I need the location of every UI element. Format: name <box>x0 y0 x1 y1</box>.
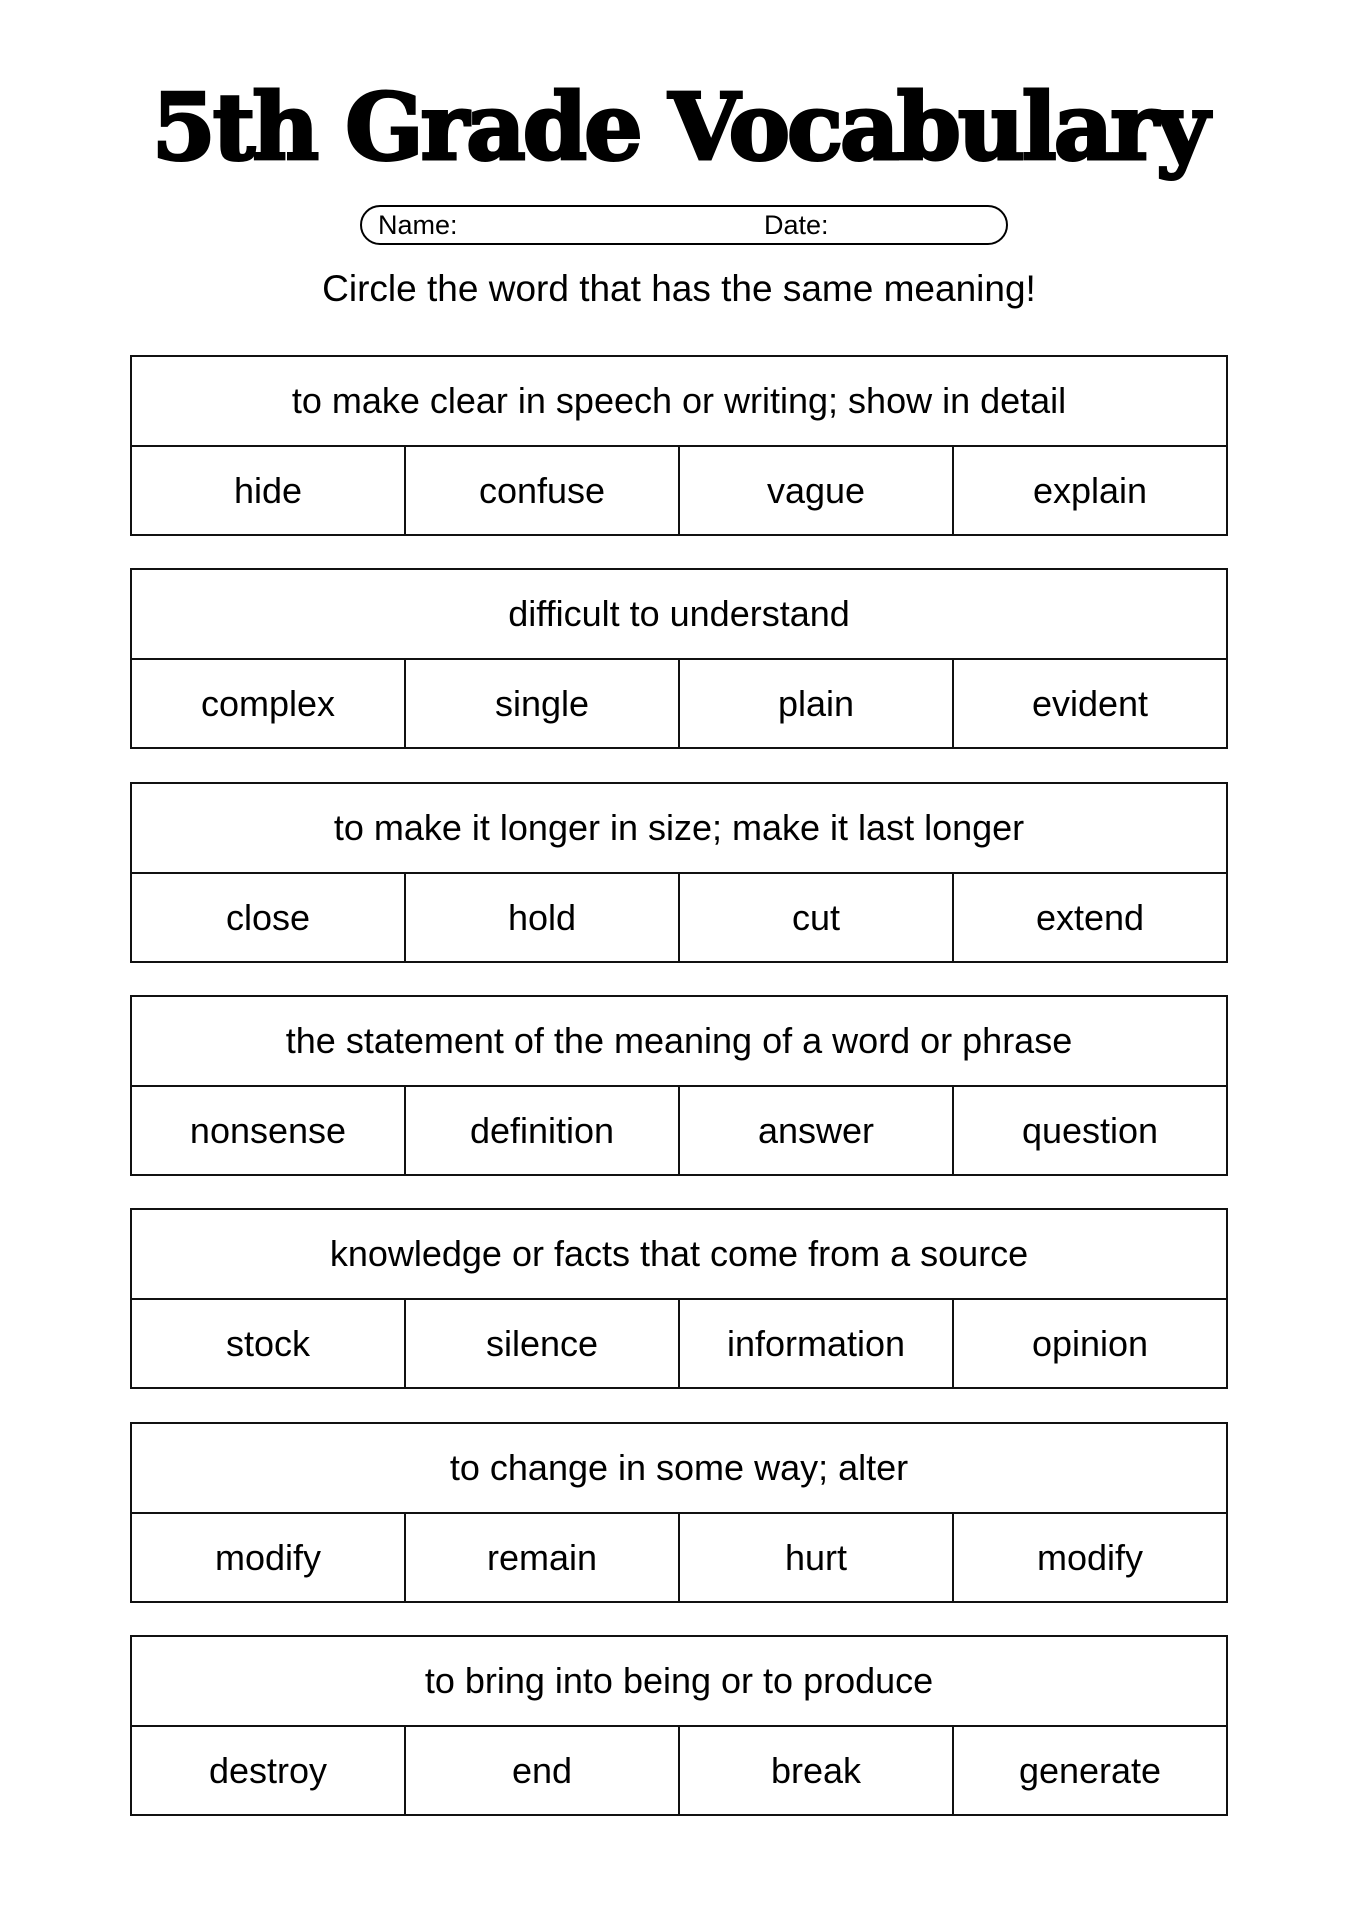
answer-option[interactable]: break <box>680 1727 954 1814</box>
answer-option[interactable]: close <box>132 874 406 961</box>
instruction-text: Circle the word that has the same meaning! <box>322 268 1036 309</box>
answer-option[interactable]: destroy <box>132 1727 406 1814</box>
answer-option[interactable]: end <box>406 1727 680 1814</box>
question-card <box>130 995 1228 1176</box>
definition-text: to make it longer in size; make it last longer <box>132 784 1226 874</box>
question-card <box>130 1422 1228 1603</box>
definition-text: the statement of the meaning of a word or phrase <box>132 997 1226 1087</box>
definition-text: to make clear in speech or writing; show in detail <box>132 357 1226 447</box>
name-label: Name: <box>378 210 458 240</box>
answer-option[interactable]: silence <box>406 1300 680 1387</box>
answer-option[interactable]: cut <box>680 874 954 961</box>
answer-option[interactable]: complex <box>132 660 406 747</box>
answer-option[interactable]: remain <box>406 1514 680 1601</box>
answer-option[interactable]: vague <box>680 447 954 534</box>
answer-option[interactable]: answer <box>680 1087 954 1174</box>
answer-option[interactable]: single <box>406 660 680 747</box>
worksheet-title: 5th Grade Vocabulary <box>151 73 1207 181</box>
answer-option[interactable]: confuse <box>406 447 680 534</box>
definition-text: to change in some way; alter <box>132 1424 1226 1514</box>
definition-text: knowledge or facts that come from a source <box>132 1210 1226 1300</box>
question-card <box>130 782 1228 963</box>
date-label: Date: <box>764 210 829 240</box>
answer-option[interactable]: plain <box>680 660 954 747</box>
answer-option[interactable]: information <box>680 1300 954 1387</box>
answer-option[interactable]: hold <box>406 874 680 961</box>
answer-option[interactable]: opinion <box>1031 1322 1149 1364</box>
answer-option[interactable]: generate <box>1018 1749 1162 1791</box>
answer-option[interactable]: question <box>1021 1109 1159 1151</box>
answer-option[interactable]: modify <box>132 1514 406 1601</box>
answer-option[interactable]: hide <box>132 447 406 534</box>
definition-text: to bring into being or to produce <box>132 1637 1226 1727</box>
answer-option[interactable]: extend <box>1035 896 1145 938</box>
question-card <box>130 355 1228 536</box>
answer-option[interactable]: modify <box>1036 1536 1144 1578</box>
answer-option[interactable]: hurt <box>680 1514 954 1601</box>
answer-option[interactable]: definition <box>406 1087 680 1174</box>
definition-text: difficult to understand <box>132 570 1226 660</box>
answer-option[interactable]: nonsense <box>132 1087 406 1174</box>
question-card <box>130 1208 1228 1389</box>
answer-option[interactable]: stock <box>132 1300 406 1387</box>
name-date-field[interactable] <box>360 205 1008 245</box>
question-card <box>130 1635 1228 1816</box>
answer-option[interactable]: evident <box>1031 682 1149 724</box>
answer-option[interactable]: explain <box>1032 469 1148 511</box>
question-card <box>130 568 1228 749</box>
